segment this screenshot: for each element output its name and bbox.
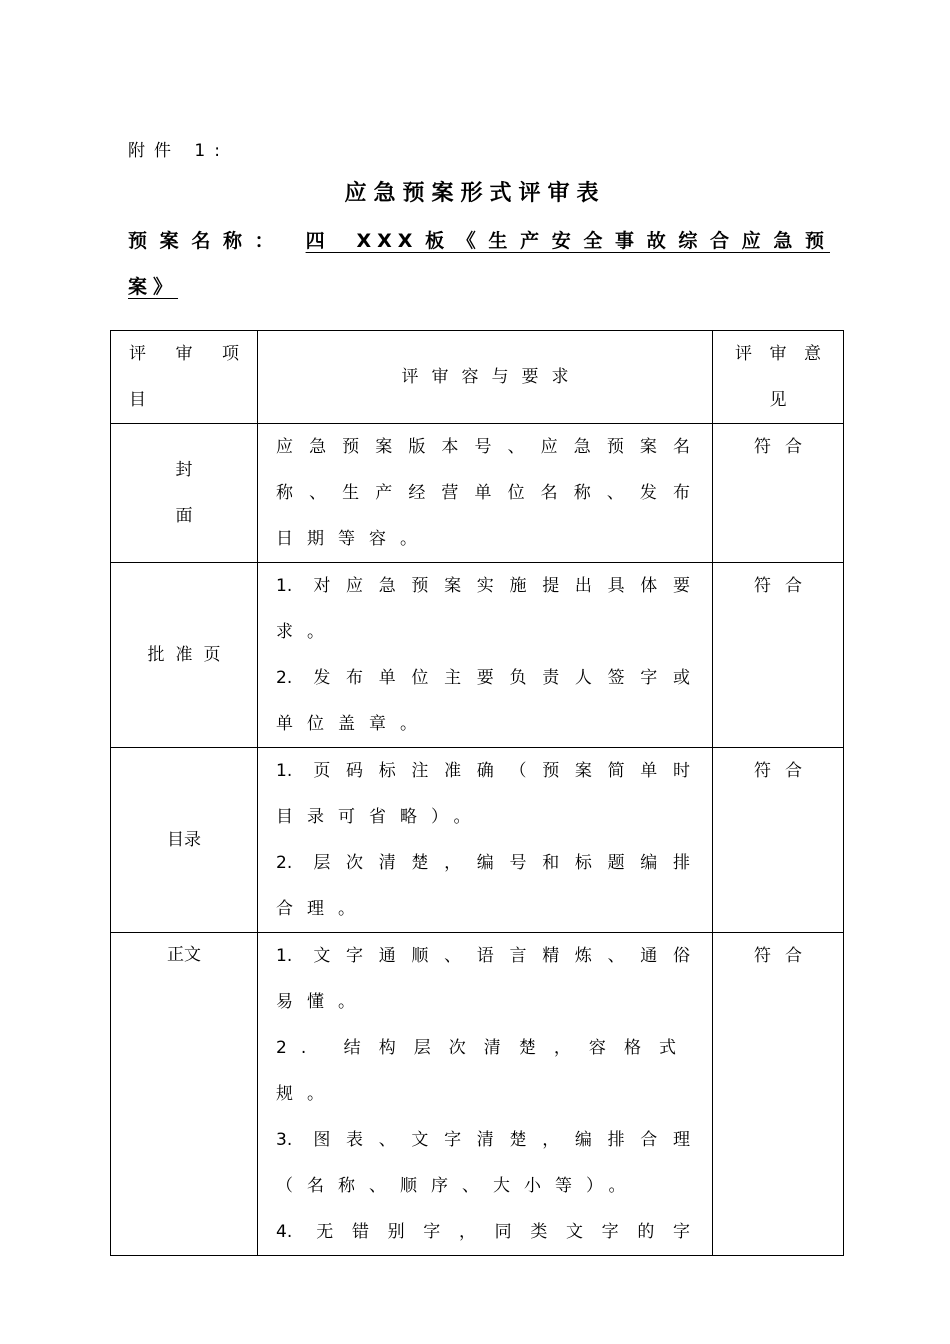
row-requirement: 应急预案版本号、应急预案名 称、生产经营单位名称、发布 日期等容。 [258, 424, 713, 563]
plan-name-label: 预案名称： [128, 230, 287, 252]
plan-name-line-2 [128, 272, 830, 299]
plan-name-value-cont: 案》 [128, 276, 179, 298]
row-requirement: 1. 页码标注准确（预案简单时 目录可省略）。 2. 层次清楚，编号和标题编排 合理。 [258, 748, 713, 933]
plan-name-value: 四 XXX板《生产安全事故综合应急预 [305, 230, 830, 252]
attachment-label: 附件 1: [128, 141, 229, 161]
table-header-row [111, 331, 844, 424]
row-item: 批准页 [111, 563, 258, 748]
table-row [111, 933, 844, 1256]
page-title: 应急预案形式评审表 [344, 181, 606, 206]
review-table [110, 330, 844, 1256]
row-item: 目录 [111, 748, 258, 933]
header-item: 评审项 目 [111, 331, 258, 424]
row-item: 封面 [111, 424, 258, 563]
row-opinion: 符合 [713, 563, 844, 748]
row-opinion: 符合 [713, 748, 844, 933]
table-row [111, 424, 844, 563]
header-requirement: 评审容与要求 [258, 331, 713, 424]
row-requirement: 1. 对应急预案实施提出具体要 求。 2. 发布单位主要负责人签字或 单位盖章。 [258, 563, 713, 748]
plan-name-line-1 [128, 226, 830, 253]
table-row [111, 748, 844, 933]
row-requirement: 1. 文字通顺、语言精炼、通俗 易懂。 2. 结构层次清楚，容格式规。 3. 图表、文字清楚，编排合理 （名称、顺序、大小等）。 4. 无错别字，同类文字的字 [258, 933, 713, 1256]
row-opinion: 符合 [713, 424, 844, 563]
row-opinion: 符合 [713, 933, 844, 1256]
header-opinion: 评审意 见 [713, 331, 844, 424]
row-item: 正文 [111, 933, 258, 1256]
table-row [111, 563, 844, 748]
